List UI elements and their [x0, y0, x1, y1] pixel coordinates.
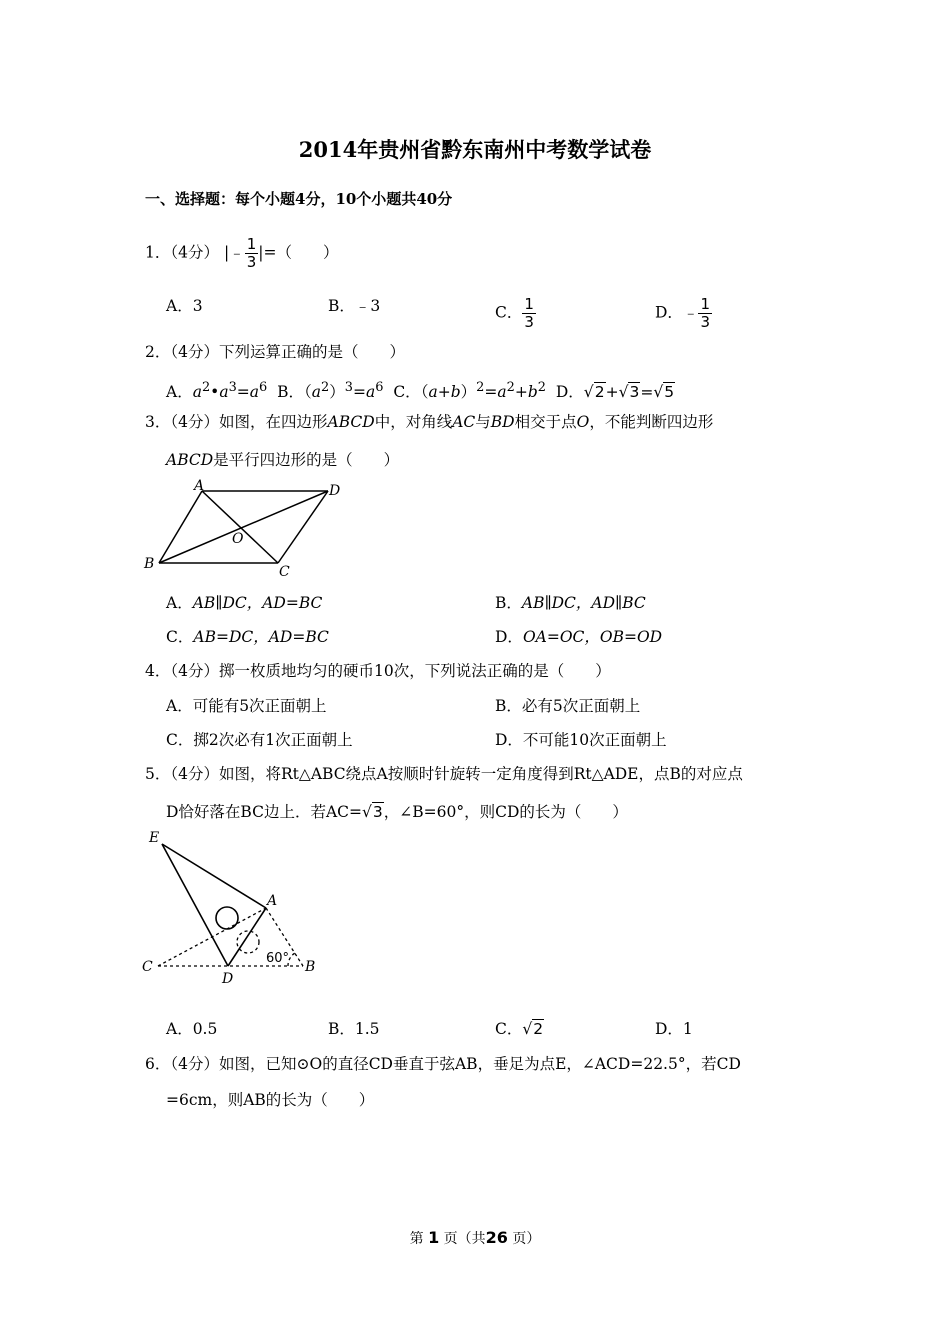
question-1: [145, 236, 338, 271]
right-angle-mark: [216, 907, 238, 929]
rotation-figure: [138, 826, 328, 988]
total-pages: 26: [485, 1228, 508, 1247]
q5-option-d: D．1: [655, 1020, 693, 1038]
q4-option-c: C．掷2次必有1次正面朝上: [166, 731, 353, 749]
label-B: B: [144, 556, 155, 572]
label-D: D: [222, 971, 234, 987]
q1-option-a: A．3: [166, 297, 203, 315]
question-number: 2．: [145, 343, 171, 361]
question-score: （4分）: [170, 243, 219, 262]
label-B: B: [305, 959, 316, 975]
question-5-line2: D恰好落在BC边上．若AC=√3，∠B=60°，则CD的长为（ ）: [166, 803, 628, 821]
q3-option-b: B．AB∥DC，AD∥BC: [495, 594, 646, 612]
fraction-denominator: 3: [246, 253, 257, 271]
label-E: E: [149, 830, 160, 846]
q4-option-d: D．不可能10次正面朝上: [495, 731, 667, 749]
option-label: C．: [393, 383, 421, 402]
label-D: D: [329, 483, 341, 499]
angle-arc: [288, 953, 295, 966]
question-3-line2: ABCD是平行四边形的是（ ）: [166, 451, 400, 469]
question-6: 6．（4分）如图，已知⊙O的直径CD垂直于弦AB，垂足为点E，∠ACD=22.5°，若CD: [145, 1055, 741, 1073]
q4-option-a: A．可能有5次正面朝上: [166, 697, 327, 715]
abs-bar: |: [258, 243, 264, 262]
question-score: （4分）: [170, 343, 219, 361]
q3-option-a: A．AB∥DC，AD=BC: [166, 594, 323, 612]
q1-option-b: B．﹣3: [328, 297, 381, 315]
edge-ad: [228, 908, 266, 966]
q3-option-c: C．AB=DC，AD=BC: [166, 628, 329, 646]
option-label: B．: [277, 383, 305, 402]
fraction: [698, 296, 712, 331]
option-label: C．: [495, 303, 523, 322]
label-C: C: [142, 959, 153, 975]
question-2: [145, 342, 405, 362]
edge-ed: [162, 844, 228, 966]
question-tail: =（ ）: [263, 243, 339, 262]
question-6-line2: =6cm，则AB的长为（ ）: [166, 1091, 375, 1109]
page-title: 2014年贵州省黔东南州中考数学试卷: [298, 137, 652, 162]
q2-options: A．$a^2•a^3=a^6$ B．$(a^2)^3=a^6$ C．$(a+b)^2=a^2+b^2$ D．√2+√3=√5: [166, 380, 675, 402]
q1-option-d: [655, 296, 712, 331]
option-label: D．: [555, 383, 584, 402]
q5-option-a: A．0.5: [166, 1020, 218, 1038]
edge-ca: [158, 908, 266, 966]
question-4: 4．（4分）掷一枚质地均匀的硬币10次，下列说法正确的是（ ）: [145, 662, 611, 680]
q1-option-c: [495, 296, 536, 331]
question-3: 3．（4分）如图，在四边形ABCD中，对角线AC与BD相交于点O，不能判断四边形: [145, 413, 714, 431]
angle-label: 60°: [266, 951, 290, 966]
fraction-denominator: 3: [700, 313, 710, 331]
minus-sign: ﹣: [682, 303, 699, 322]
minus-sign: ﹣: [229, 243, 245, 262]
page-number: 1: [428, 1228, 440, 1247]
option-label: A．: [166, 383, 193, 402]
page-footer: 第 1 页（共26 页）: [409, 1228, 541, 1247]
edge-ab: [159, 491, 202, 563]
question-number: 1．: [145, 243, 171, 262]
option-label: D．: [655, 303, 683, 322]
question-5: 5．（4分）如图，将Rt△ABC绕点A按顺时针旋转一定角度得到Rt△ADE，点B的对应点: [145, 765, 743, 783]
label-A: A: [194, 478, 205, 494]
label-O: O: [232, 531, 244, 547]
edge-ea: [162, 844, 266, 908]
parallelogram-figure: [138, 474, 348, 580]
fraction-numerator: 1: [700, 295, 710, 313]
abs-bar: |: [223, 243, 230, 262]
q4-option-b: B．必有5次正面朝上: [495, 697, 641, 715]
q5-option-c: C．√2: [495, 1020, 544, 1038]
q5-option-b: B．1.5: [328, 1020, 380, 1038]
question-text: 下列运算正确的是（ ）: [219, 343, 406, 361]
q3-option-d: D．OA=OC，OB=OD: [495, 628, 663, 646]
fraction-denominator: 3: [524, 313, 534, 331]
fraction-numerator: 1: [246, 235, 257, 253]
label-A: A: [267, 893, 278, 909]
label-C: C: [279, 564, 290, 580]
fraction-numerator: 1: [524, 295, 534, 313]
section-heading: 一、选择题：每个小题4分，10个小题共40分: [145, 190, 453, 208]
diagonal-ac: [202, 491, 278, 563]
fraction: [245, 236, 259, 271]
fraction: [522, 296, 536, 331]
sqrt-expression: √2+√3=√5: [583, 383, 675, 402]
